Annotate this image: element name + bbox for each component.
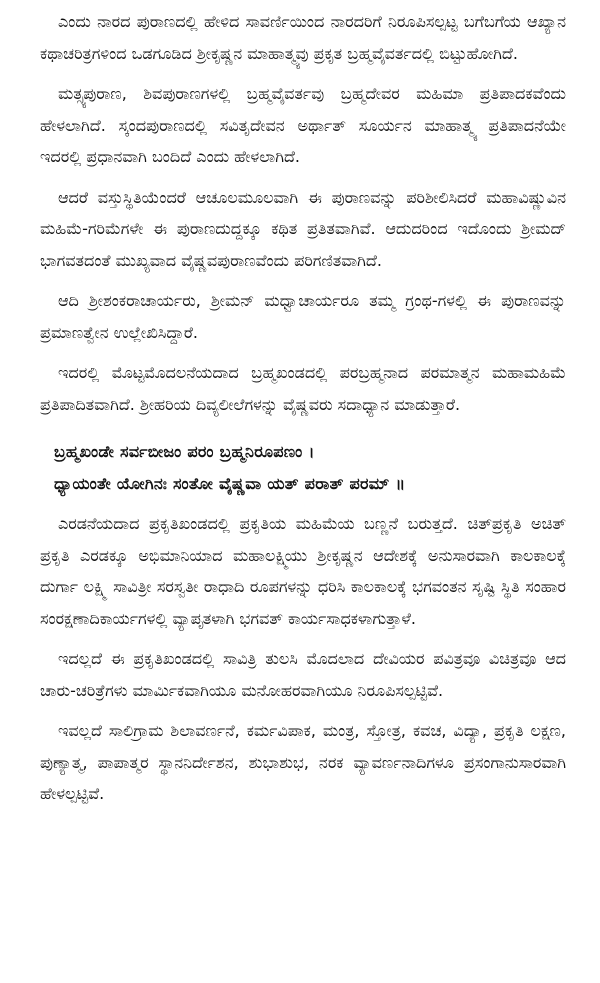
paragraph-devi-charitre: ಇದಲ್ಲದೆ ಈ ಪ್ರಕೃತಿಖಂಡದಲ್ಲಿ ಸಾವಿತ್ರಿ ತುಲಸಿ ಮೊದಲಾದ ದೇವಿಯರ ಪವಿತ್ರವೂ ವಿಚಿತ್ರವೂ ಆದ ಚಾರು-ಚರಿತ್ರೆಗಳು ಮಾರ್ಮಿಕವಾಗಿಯೂ ಮನೋಹರವಾಗಿಯೂ ನಿರೂಪಿಸಲ್ಪಟ್ಟಿವೆ. [40,649,566,700]
sanskrit-verse [40,436,566,500]
verse-line-1: ಬ್ರಹ್ಮಖಂಡೇ ಸರ್ವಬೀಜಂ ಪರಂ ಬ್ರಹ್ಮನಿರೂಪಣಂ । [54,442,315,461]
paragraph-vastusthiti: ಆದರೆ ವಸ್ತುಸ್ಥಿತಿಯೆಂದರೆ ಆಚೂಲಮೂಲವಾಗಿ ಈ ಪುರಾಣವನ್ನು ಪರಿಶೀಲಿಸಿದರೆ ಮಹಾವಿಷ್ಣುವಿನ ಮಹಿಮೆ-ಗರಿಮೆಗಳೇ ಈ ಪುರಾಣದುದ್ದಕ್ಕೂ ಕಥಿತ ಪ್ರತಿತವಾಗಿವೆ. ಆದುದರಿಂದ ಇದೊಂದು ಶ್ರೀಮದ್ ಭಾಗವತದಂತೆ ಮುಖ್ಯವಾದ ವೈಷ್ಣವಪುರಾಣವೆಂದು ಪರಿಗಣಿತವಾಗಿದೆ. [40,187,566,270]
paragraph-narada-purana: ಎಂದು ನಾರದ ಪುರಾಣದಲ್ಲಿ ಹೇಳಿದ ಸಾವರ್ಣಿಯಿಂದ ನಾರದರಿಗೆ ನಿರೂಪಿಸಲ್ಪಟ್ಟ ಬಗೆಬಗೆಯ ಆಖ್ಯಾನ ಕಥಾಚರಿತ್ರಗಳಿಂದ ಒಡಗೂಡಿದ ಶ್ರೀಕೃಷ್ಣನ ಮಾಹಾತ್ಮ್ಯವು ಪ್ರಕೃತ ಬ್ರಹ್ಮವೈವರ್ತದಲ್ಲಿ ಬಿಟ್ಟುಹೋಗಿದೆ. [40,12,566,63]
paragraph-matsya-purana: ಮತ್ಸ್ಯಪುರಾಣ, ಶಿವಪುರಾಣಗಳಲ್ಲಿ ಬ್ರಹ್ಮವೈವರ್ತವು ಬ್ರಹ್ಮದೇವರ ಮಹಿಮಾ ಪ್ರತಿಪಾದಕವೆಂದು ಹೇಳಲಾಗಿದೆ. ಸ್ಕಂದಪುರಾಣದಲ್ಲಿ ಸವಿತೃದೇವನ ಅರ್ಥಾತ್ ಸೂರ್ಯನ ಮಾಹಾತ್ಮ್ಯ ಪ್ರತಿಪಾದನೆಯೇ ಇದರಲ್ಲಿ ಪ್ರಧಾನವಾಗಿ ಬಂದಿದೆ ಎಂದು ಹೇಳಲಾಗಿದೆ. [40,84,566,166]
document-page [40,6,566,819]
paragraph-brahma-khanda: ಇದರಲ್ಲಿ ಮೊಟ್ಟಮೊದಲನೆಯದಾದ ಬ್ರಹ್ಮಖಂಡದಲ್ಲಿ ಪರಬ್ರಹ್ಮನಾದ ಪರಮಾತ್ಮನ ಮಹಾಮಹಿಮೆ ಪ್ರತಿಪಾದಿತವಾಗಿದೆ. ಶ್ರೀಹರಿಯ ದಿವ್ಯಲೀಲೆಗಳನ್ನು ವೈಷ್ಣವರು ಸದಾಧ್ಯಾನ ಮಾಡುತ್ತಾರೆ. [40,363,566,414]
paragraph-prakriti-khanda: ಎರಡನೆಯದಾದ ಪ್ರಕೃತಿಖಂಡದಲ್ಲಿ ಪ್ರಕೃತಿಯ ಮಹಿಮೆಯ ಬಣ್ಣನೆ ಬರುತ್ತದೆ. ಚಿತ್‌ಪ್ರಕೃತಿ ಅಚಿತ್ ಪ್ರಕೃತಿ ಎರಡಕ್ಕೂ ಅಭಿಮಾನಿಯಾದ ಮಹಾಲಕ್ಷ್ಮಿಯು ಶ್ರೀಕೃಷ್ಣನ ಆದೇಶಕ್ಕೆ ಅನುಸಾರವಾಗಿ ಕಾಲಕಾಲಕ್ಕೆ ದುರ್ಗಾ ಲಕ್ಷ್ಮಿ ಸಾವಿತ್ರೀ ಸರಸ್ವತೀ ರಾಧಾದಿ ರೂಪಗಳನ್ನು ಧರಿಸಿ ಕಾಲಕಾಲಕ್ಕೆ ಭಗವಂತನ ಸೃಷ್ಟಿ ಸ್ಥಿತಿ ಸಂಹಾರ ಸಂರಕ್ಷಣಾದಿಕಾರ್ಯಗಳಲ್ಲಿ ವ್ಯಾಪೃತಳಾಗಿ ಭಗವತ್ ಕಾರ್ಯಸಾಧಕಳಾಗುತ್ತಾಳೆ. [40,514,566,628]
paragraph-topics-list: ಇವಲ್ಲದೆ ಸಾಲಿಗ್ರಾಮ ಶಿಲಾವರ್ಣನೆ, ಕರ್ಮವಿಪಾಕ, ಮಂತ್ರ, ಸ್ತೋತ್ರ, ಕವಚ, ವಿದ್ಯಾ, ಪ್ರಕೃತಿ ಲಕ್ಷಣ, ಪುಣ್ಯಾತ್ಮ, ಪಾಪಾತ್ಮರ ಸ್ಥಾನನಿರ್ದೇಶನ, ಶುಭಾಶುಭ, ನರಕ ವ್ಯಾವರ್ಣನಾದಿಗಳೂ ಪ್ರಸಂಗಾನುಸಾರವಾಗಿ ಹೇಳಲ್ಪಟ್ಟಿವೆ. [40,721,566,803]
verse-line-2: ಧ್ಯಾಯಂತೇ ಯೋಗಿನಃ ಸಂತೋ ವೈಷ್ಣವಾ ಯತ್ ಪರಾತ್ ಪರಮ್ ॥ [54,474,406,493]
paragraph-acharyas: ಆದಿ ಶ್ರೀಶಂಕರಾಚಾರ್ಯರು, ಶ್ರೀಮನ್ ಮಧ್ವಾಚಾರ್ಯರೂ ತಮ್ಮ ಗ್ರಂಥ-ಗಳಲ್ಲಿ ಈ ಪುರಾಣವನ್ನು ಪ್ರಮಾಣತ್ವೇನ ಉಲ್ಲೇಖಿಸಿದ್ದಾರೆ. [40,291,566,342]
